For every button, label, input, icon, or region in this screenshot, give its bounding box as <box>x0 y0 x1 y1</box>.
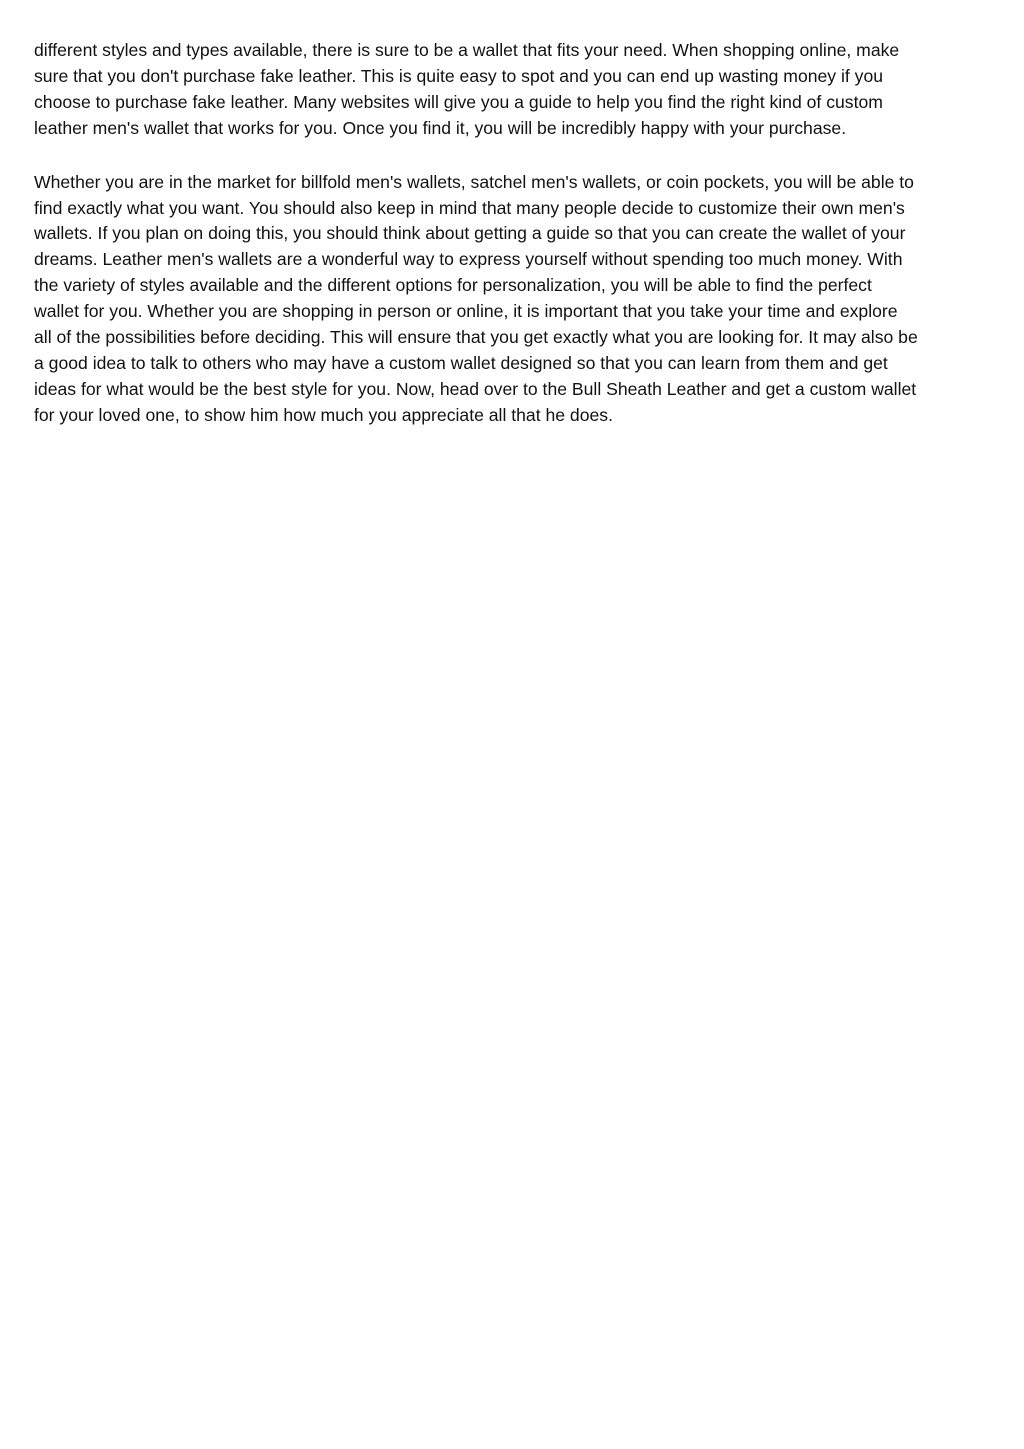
paragraph-2: Whether you are in the market for billfold men's wallets, satchel men's wallets, or coin pockets, you will be able to find exactly what you want. You should also keep in mind that many people decide to customize their own men's wallets. If you plan on doing this, you should think about getting a guide so that you can create the wallet of your dreams. Leather men's wallets are a wonderful way to express yourself without spending too much money. With the variety of styles available and the different options for personalization, you will be able to find the perfect wallet for you. Whether you are shopping in person or online, it is important that you take your time and explore all of the possibilities before deciding. This will ensure that you get exactly what you are looking for. It may also be a good idea to talk to others who may have a custom wallet designed so that you can learn from them and get ideas for what would be the best style for you. Now, head over to the Bull Sheath Leather and get a custom wallet for your loved one, to show him how much you appreciate all that he does. <box>34 171 918 425</box>
paragraph-1: different styles and types available, there is sure to be a wallet that fits your need. When shopping online, make sure that you don't purchase fake leather. This is quite easy to spot and you can end up wasting money if you choose to purchase fake leather. Many websites will give you a guide to help you find the right kind of custom leather men's wallet that works for you. Once you find it, you will be incredibly happy with your purchase. <box>34 40 900 138</box>
document-page <box>34 38 996 457</box>
